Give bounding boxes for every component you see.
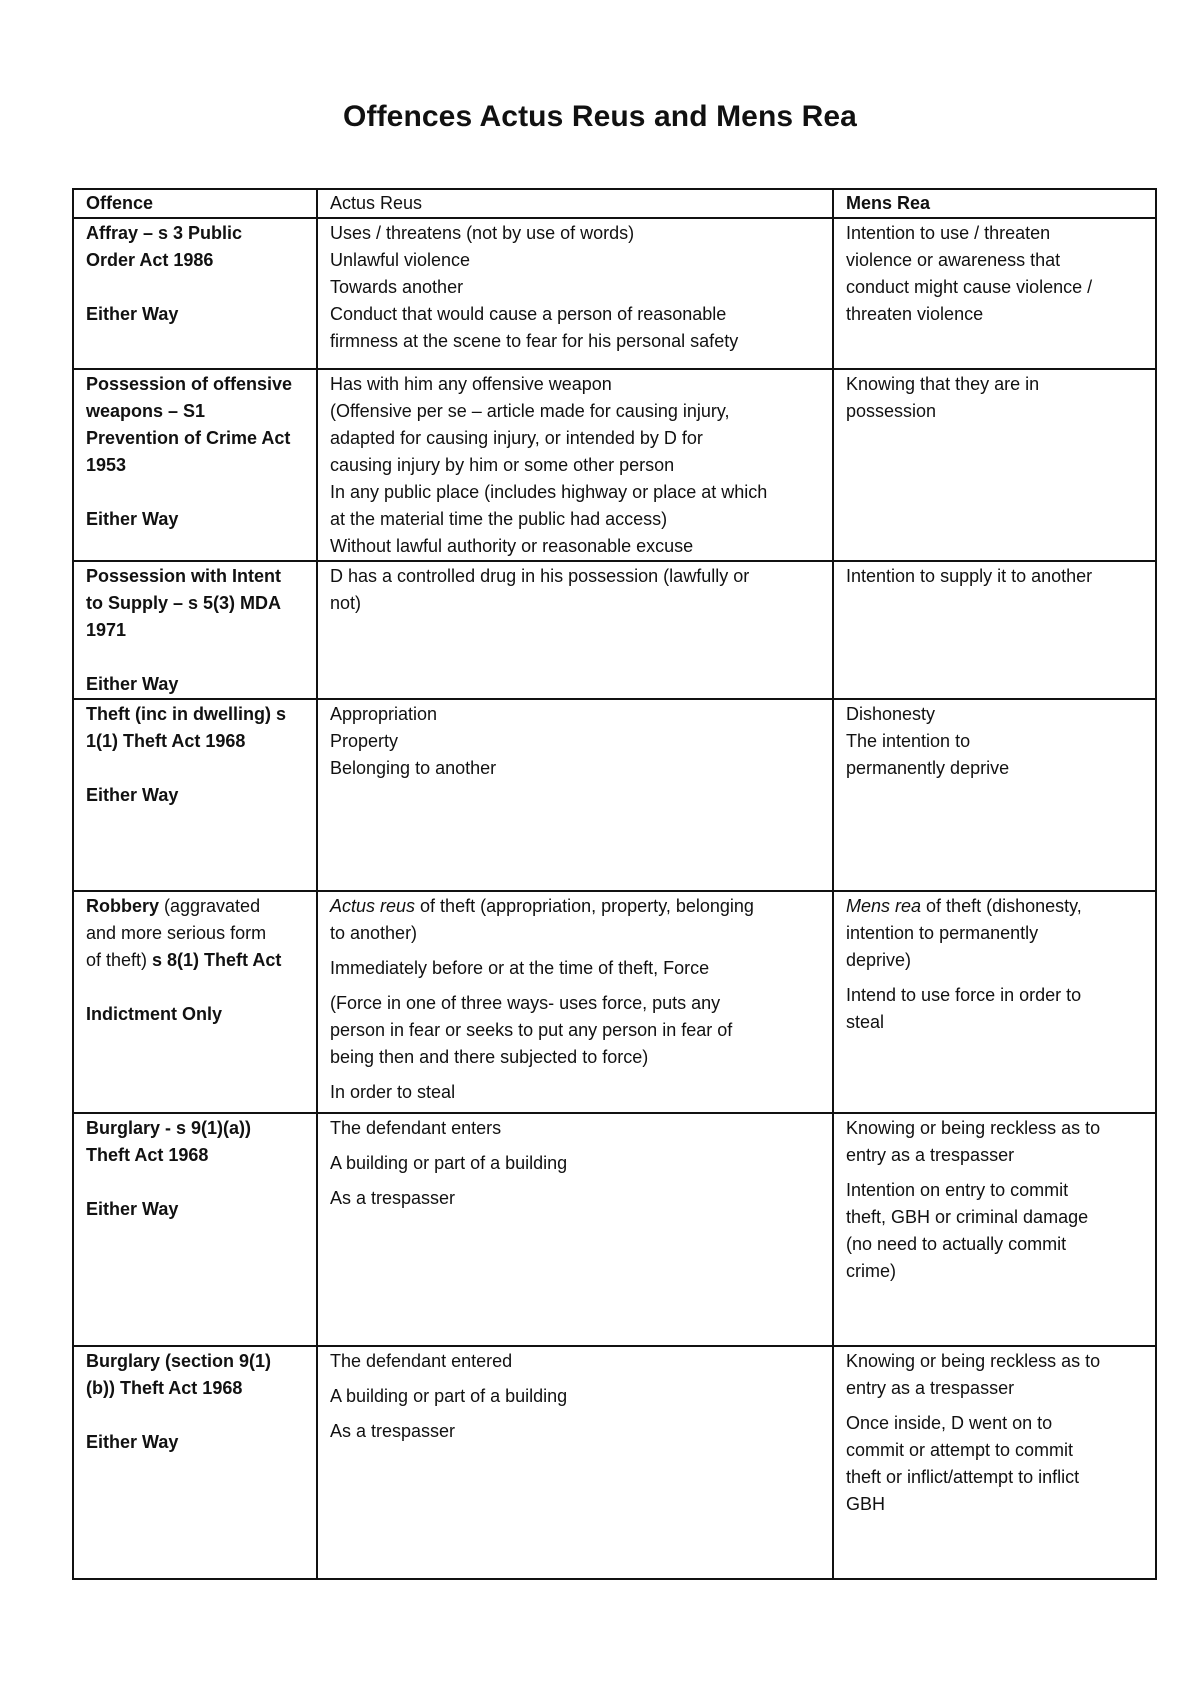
offence-cell: Possession with Intent to Supply – s 5(3) MDA 1971 Either Way — [73, 561, 317, 699]
table-row — [73, 218, 1156, 369]
table-row — [73, 699, 1156, 891]
actus-reus-cell: The defendant entered A building or part of a building As a trespasser — [317, 1346, 833, 1579]
offence-cell: Possession of offensive weapons – S1 Prevention of Crime Act 1953 Either Way — [73, 369, 317, 561]
offence-cell: Affray – s 3 Public Order Act 1986 Either Way — [73, 218, 317, 369]
table-row — [73, 561, 1156, 699]
table-row — [73, 369, 1156, 561]
mens-rea-cell: Knowing that they are in possession — [833, 369, 1156, 561]
actus-reus-cell: D has a controlled drug in his possession (lawfully or not) — [317, 561, 833, 699]
table-row — [73, 891, 1156, 1113]
trial-mode: Either Way — [86, 785, 179, 805]
mens-rea-cell: Intention to use / threaten violence or awareness that conduct might cause violence / threaten violence — [833, 218, 1156, 369]
offence-cell: Burglary - s 9(1)(a)) Theft Act 1968 Either Way — [73, 1113, 317, 1346]
actus-reus-cell: Actus reus of theft (appropriation, property, belonging to another) Immediately before or at the time of theft, Force (Force in one of three ways- uses force, puts any person in fear or seeks to put any person in fear of being then and there subjected to force) In order to steal — [317, 891, 833, 1113]
header-actus-reus: Actus Reus — [317, 189, 833, 218]
offences-table — [72, 188, 1157, 1580]
table-header-row — [73, 189, 1156, 218]
trial-mode: Either Way — [86, 674, 179, 694]
trial-mode: Indictment Only — [86, 1004, 223, 1024]
mens-rea-cell: Intention to supply it to another — [833, 561, 1156, 699]
trial-mode: Either Way — [86, 1432, 179, 1452]
actus-reus-cell: The defendant enters A building or part of a building As a trespasser — [317, 1113, 833, 1346]
mens-rea-cell: Mens rea of theft (dishonesty, intention to permanently deprive) Intend to use force in order to steal — [833, 891, 1156, 1113]
mens-rea-cell: Knowing or being reckless as to entry as a trespasser Intention on entry to commit theft, GBH or criminal damage (no need to actually commit crime) — [833, 1113, 1156, 1346]
table-row — [73, 1346, 1156, 1579]
offence-cell: Theft (inc in dwelling) s 1(1) Theft Act 1968 Either Way — [73, 699, 317, 891]
table-row — [73, 1113, 1156, 1346]
offence-cell: Burglary (section 9(1) (b)) Theft Act 1968 Either Way — [73, 1346, 317, 1579]
actus-reus-cell: Has with him any offensive weapon (Offensive per se – article made for causing injury, adapted for causing injury, or intended by D for causing injury by him or some other person In any public place (includes highway or place at which at the material time the public had access) Without lawful authority or reasonable excuse — [317, 369, 833, 561]
mens-rea-cell: Dishonesty The intention to permanently deprive — [833, 699, 1156, 891]
header-offence: Offence — [73, 189, 317, 218]
actus-reus-cell: Appropriation Property Belonging to another — [317, 699, 833, 891]
actus-reus-cell: Uses / threatens (not by use of words) Unlawful violence Towards another Conduct that would cause a person of reasonable firmness at the scene to fear for his personal safety — [317, 218, 833, 369]
trial-mode: Either Way — [86, 304, 179, 324]
header-mens-rea: Mens Rea — [833, 189, 1156, 218]
mens-rea-cell: Knowing or being reckless as to entry as a trespasser Once inside, D went on to commit or attempt to commit theft or inflict/attempt to inflict GBH — [833, 1346, 1156, 1579]
trial-mode: Either Way — [86, 509, 179, 529]
page-title: Offences Actus Reus and Mens Rea — [343, 100, 857, 133]
offence-cell: Robbery (aggravated and more serious form of theft) s 8(1) Theft Act Indictment Only — [73, 891, 317, 1113]
trial-mode: Either Way — [86, 1199, 179, 1219]
